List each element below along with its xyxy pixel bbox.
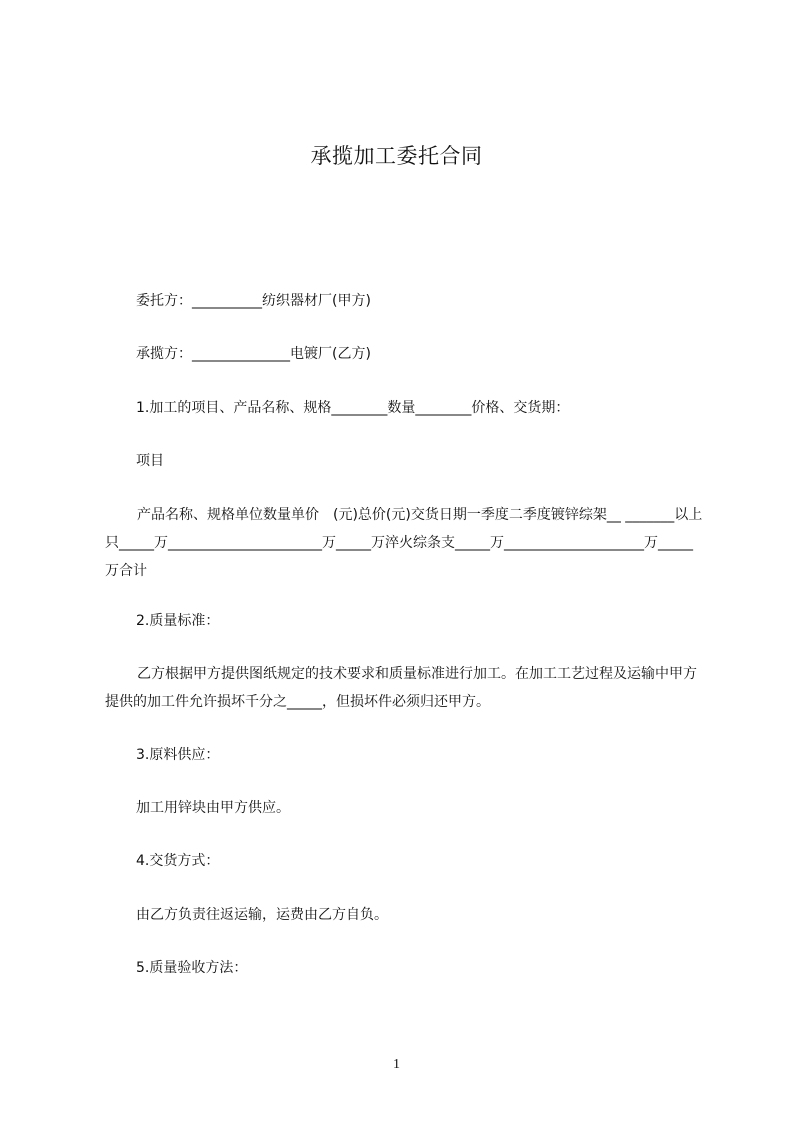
item-label: 项目 bbox=[136, 453, 164, 469]
page-number: 1 bbox=[393, 1057, 400, 1072]
contract-title: 承揽加工委托合同 bbox=[310, 144, 483, 168]
clause-1-heading: 1.加工的项目、产品名称、规格________数量________价格、交货期： bbox=[136, 400, 570, 416]
quality-standard-text: 乙方根据甲方提供图纸规定的技术要求和质量标准进行加工。在加工工艺过程及运输中甲方提供的加工件允许损坏千分之_____，但损坏件必须归还甲方。 bbox=[105, 666, 697, 710]
clause-3-heading: 3.原料供应： bbox=[136, 747, 220, 763]
clause-4-heading: 4.交货方式： bbox=[136, 853, 220, 869]
clause-5-heading: 5.质量验收方法： bbox=[136, 960, 248, 976]
product-table-text: 产品名称、规格单位数量单价 (元)总价(元)交货日期一季度二季度镀锌综架__ _______以上只_____万______________________万_____万淬火综条支_____万____________________万_____万合计 bbox=[105, 507, 703, 579]
delivery-method-text: 由乙方负责往返运输，运费由乙方自负。 bbox=[136, 907, 388, 923]
client-party-line: 委托方：__________纺织器材厂(甲方) bbox=[136, 293, 371, 309]
material-supply-text: 加工用锌块由甲方供应。 bbox=[136, 800, 290, 816]
clause-2-heading: 2.质量标准： bbox=[136, 613, 220, 629]
contractor-party-line: 承揽方：______________电镀厂(乙方) bbox=[136, 346, 371, 362]
